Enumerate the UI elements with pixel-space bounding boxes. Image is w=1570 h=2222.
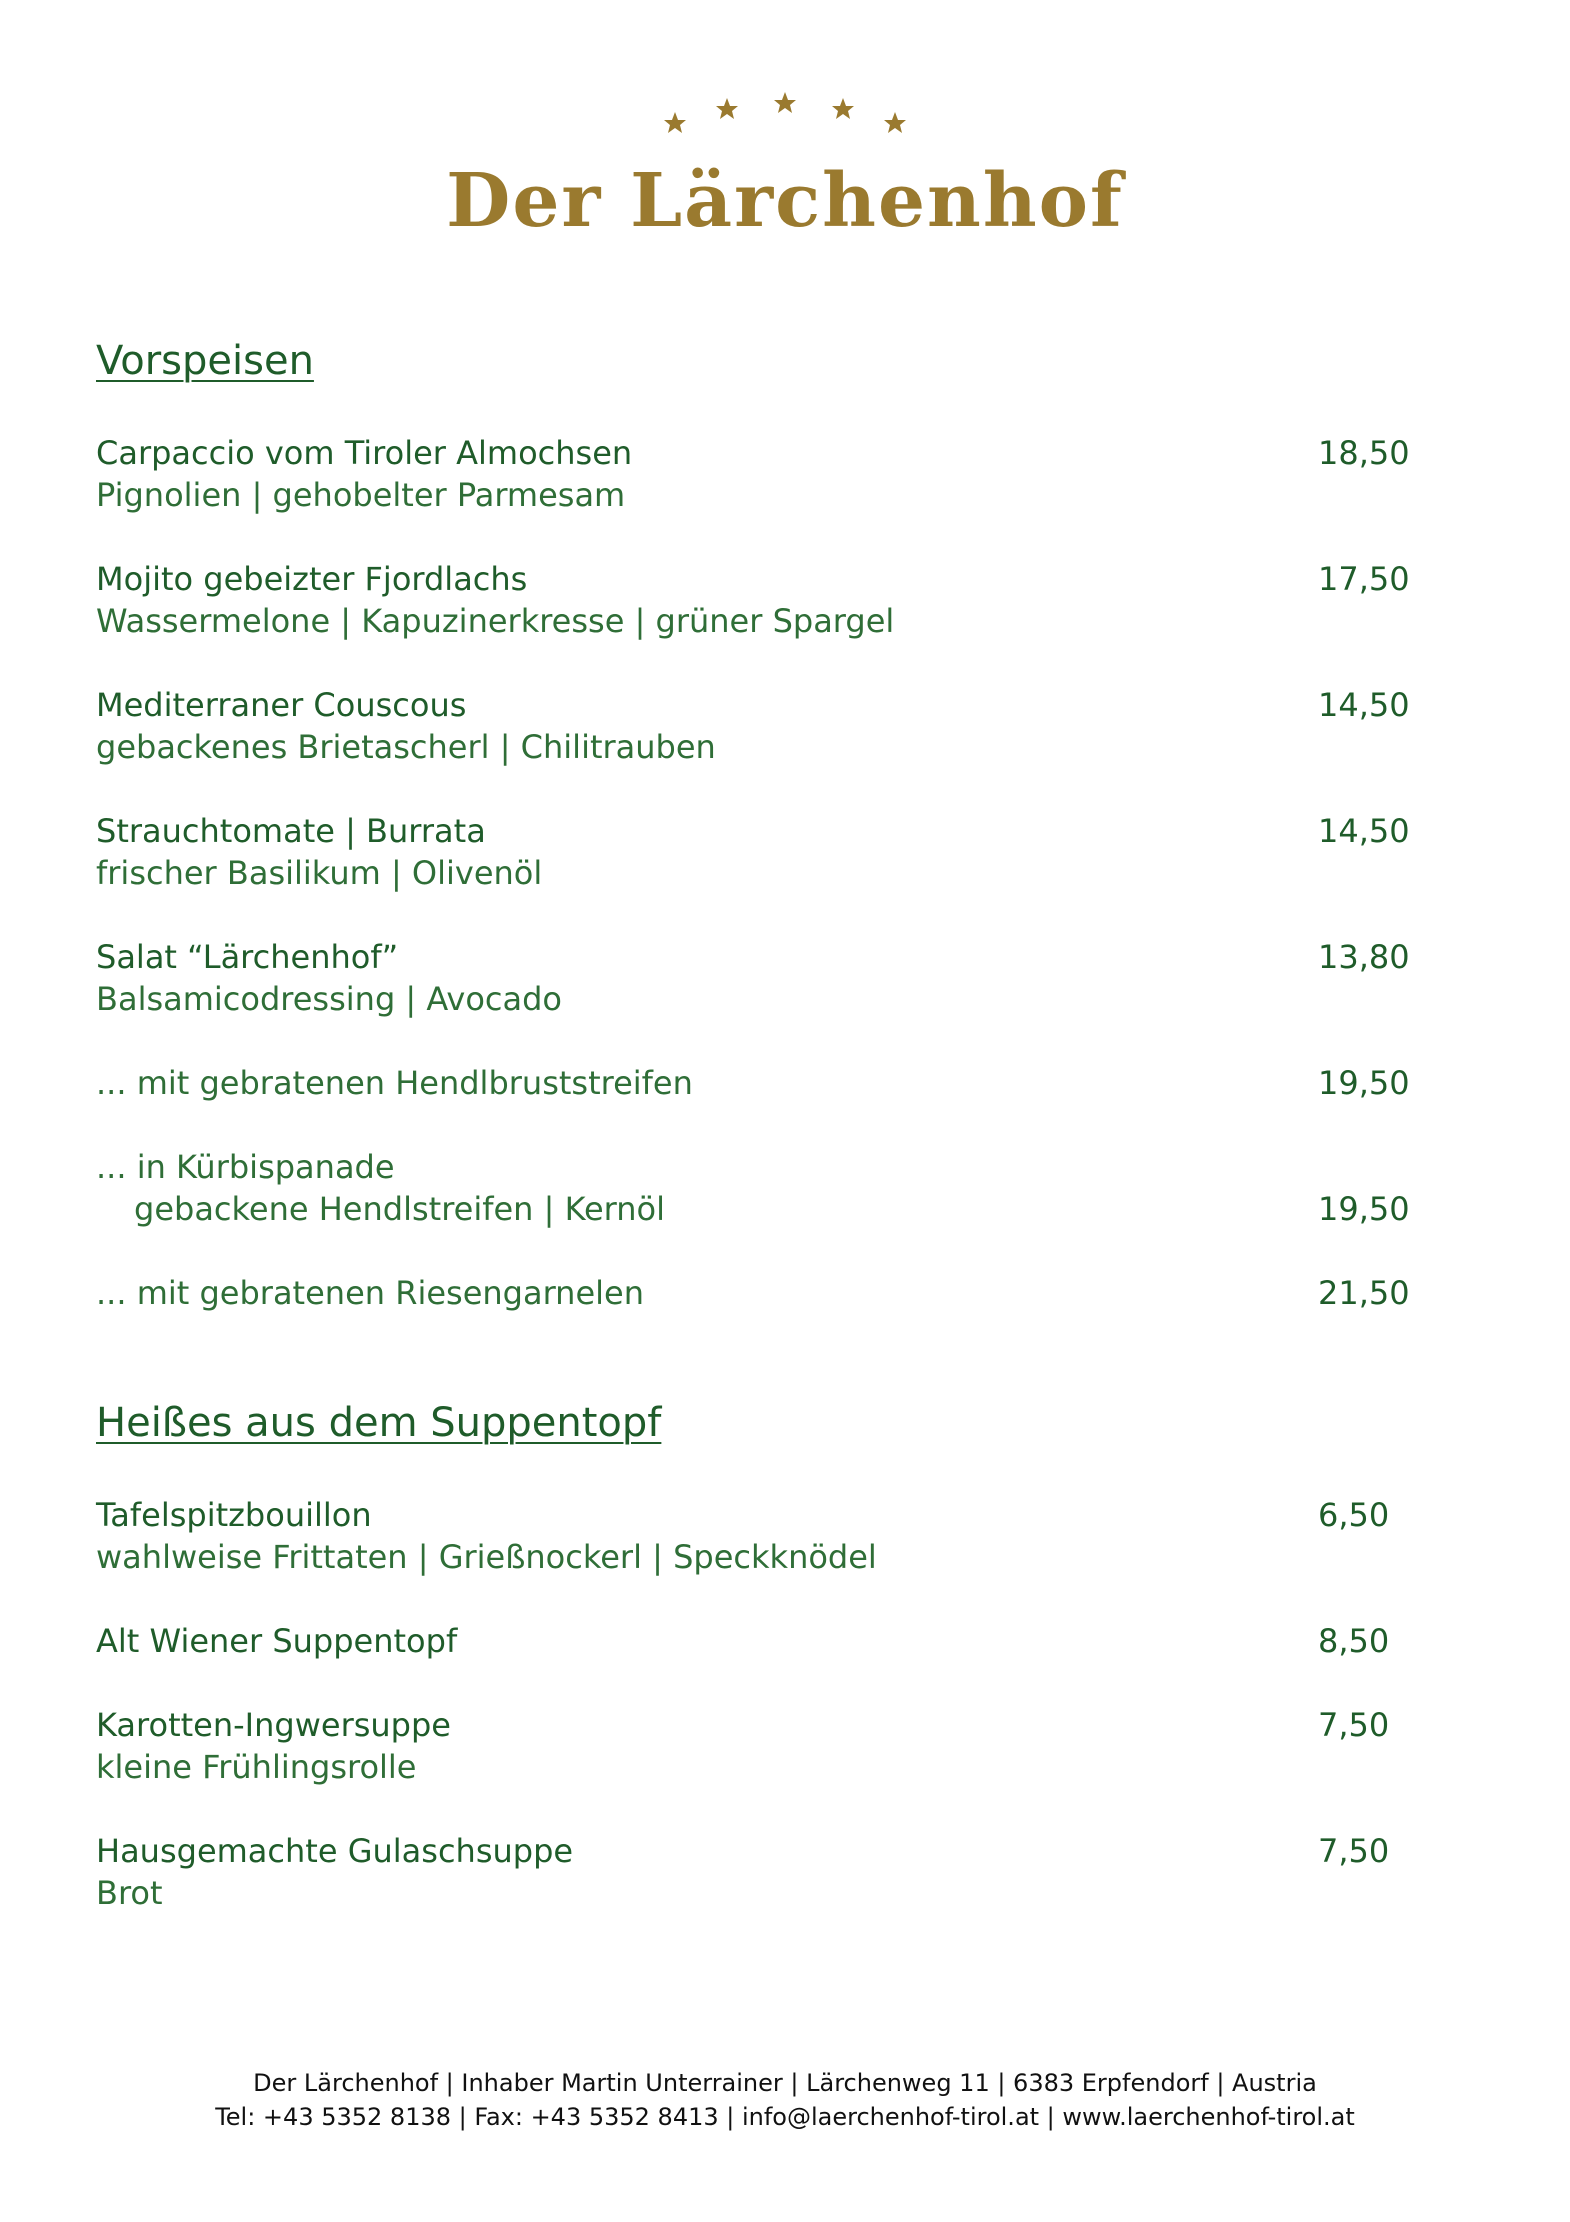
star-icon (716, 98, 738, 119)
item-desc: Pignolien | gehobelter Parmesam (96, 476, 626, 514)
item-desc: Balsamicodressing | Avocado (96, 980, 562, 1018)
menu-item (96, 684, 1416, 768)
footer-address: Der Lärchenhof | Inhaber Martin Unterrainer | Lärchenweg 11 | 6383 Erpfendorf | Austria (253, 2069, 1317, 2097)
menu-item (96, 936, 1416, 1020)
item-desc: gebackene Hendlstreifen | Kernöl (134, 1190, 665, 1228)
item-desc: gebackenes Brietascherl | Chilitrauben (96, 728, 716, 766)
section-title-suppentopf: Heißes aus dem Suppentopf (96, 1400, 662, 1446)
item-price: 19,50 (1318, 1190, 1410, 1228)
item-name: Karotten-Ingwersuppe (96, 1706, 451, 1744)
item-price: 7,50 (1318, 1832, 1390, 1870)
item-price: 21,50 (1318, 1274, 1410, 1312)
menu-item (96, 1620, 1416, 1662)
star-icon (832, 98, 854, 119)
item-price: 18,50 (1318, 434, 1410, 472)
item-name: Carpaccio vom Tiroler Almochsen (96, 434, 633, 472)
item-desc: Brot (96, 1874, 163, 1912)
logo-text: Der Lärchenhof (446, 158, 1124, 244)
stars-icon (655, 90, 915, 150)
footer-contact: Tel: +43 5352 8138 | Fax: +43 5352 8413 | info@laerchenhof-tirol.at | www.laerchenhof-tirol.at (215, 2103, 1355, 2131)
menu-item (96, 432, 1416, 516)
menu-item (96, 1062, 1416, 1104)
item-price: 14,50 (1318, 686, 1410, 724)
menu-item (96, 810, 1416, 894)
item-desc: wahlweise Frittaten | Grießnockerl | Speckknödel (96, 1538, 877, 1576)
item-desc: kleine Frühlingsrolle (96, 1748, 417, 1786)
menu-item (96, 1146, 1416, 1230)
item-price: 6,50 (1318, 1496, 1390, 1534)
section-title-vorspeisen: Vorspeisen (96, 338, 314, 384)
star-icon (664, 112, 686, 133)
item-name: Hausgemachte Gulaschsuppe (96, 1832, 574, 1870)
item-desc: Wassermelone | Kapuzinerkresse | grüner Spargel (96, 602, 895, 640)
item-name: ... mit gebratenen Hendlbruststreifen (96, 1064, 693, 1102)
item-name: Tafelspitzbouillon (96, 1496, 372, 1534)
menu-item (96, 1494, 1416, 1578)
item-name: ... in Kürbispanade (96, 1148, 395, 1186)
item-name: Mediterraner Couscous (96, 686, 467, 724)
item-name: Mojito gebeizter Fjordlachs (96, 560, 528, 598)
menu-item (96, 558, 1416, 642)
menu-item (96, 1704, 1416, 1788)
item-price: 13,80 (1318, 938, 1410, 976)
star-icon (774, 92, 796, 113)
item-price: 19,50 (1318, 1064, 1410, 1102)
item-name: Alt Wiener Suppentopf (96, 1622, 458, 1660)
menu-item (96, 1830, 1416, 1914)
menu-item (96, 1272, 1416, 1314)
item-name: Strauchtomate | Burrata (96, 812, 486, 850)
item-price: 7,50 (1318, 1706, 1390, 1744)
logo (0, 90, 1570, 244)
item-price: 8,50 (1318, 1622, 1390, 1660)
star-icon (884, 112, 906, 133)
item-name: Salat “Lärchenhof” (96, 938, 399, 976)
item-name: ... mit gebratenen Riesengarnelen (96, 1274, 644, 1312)
item-desc: frischer Basilikum | Olivenöl (96, 854, 543, 892)
item-price: 17,50 (1318, 560, 1410, 598)
item-price: 14,50 (1318, 812, 1410, 850)
footer (0, 2066, 1570, 2134)
